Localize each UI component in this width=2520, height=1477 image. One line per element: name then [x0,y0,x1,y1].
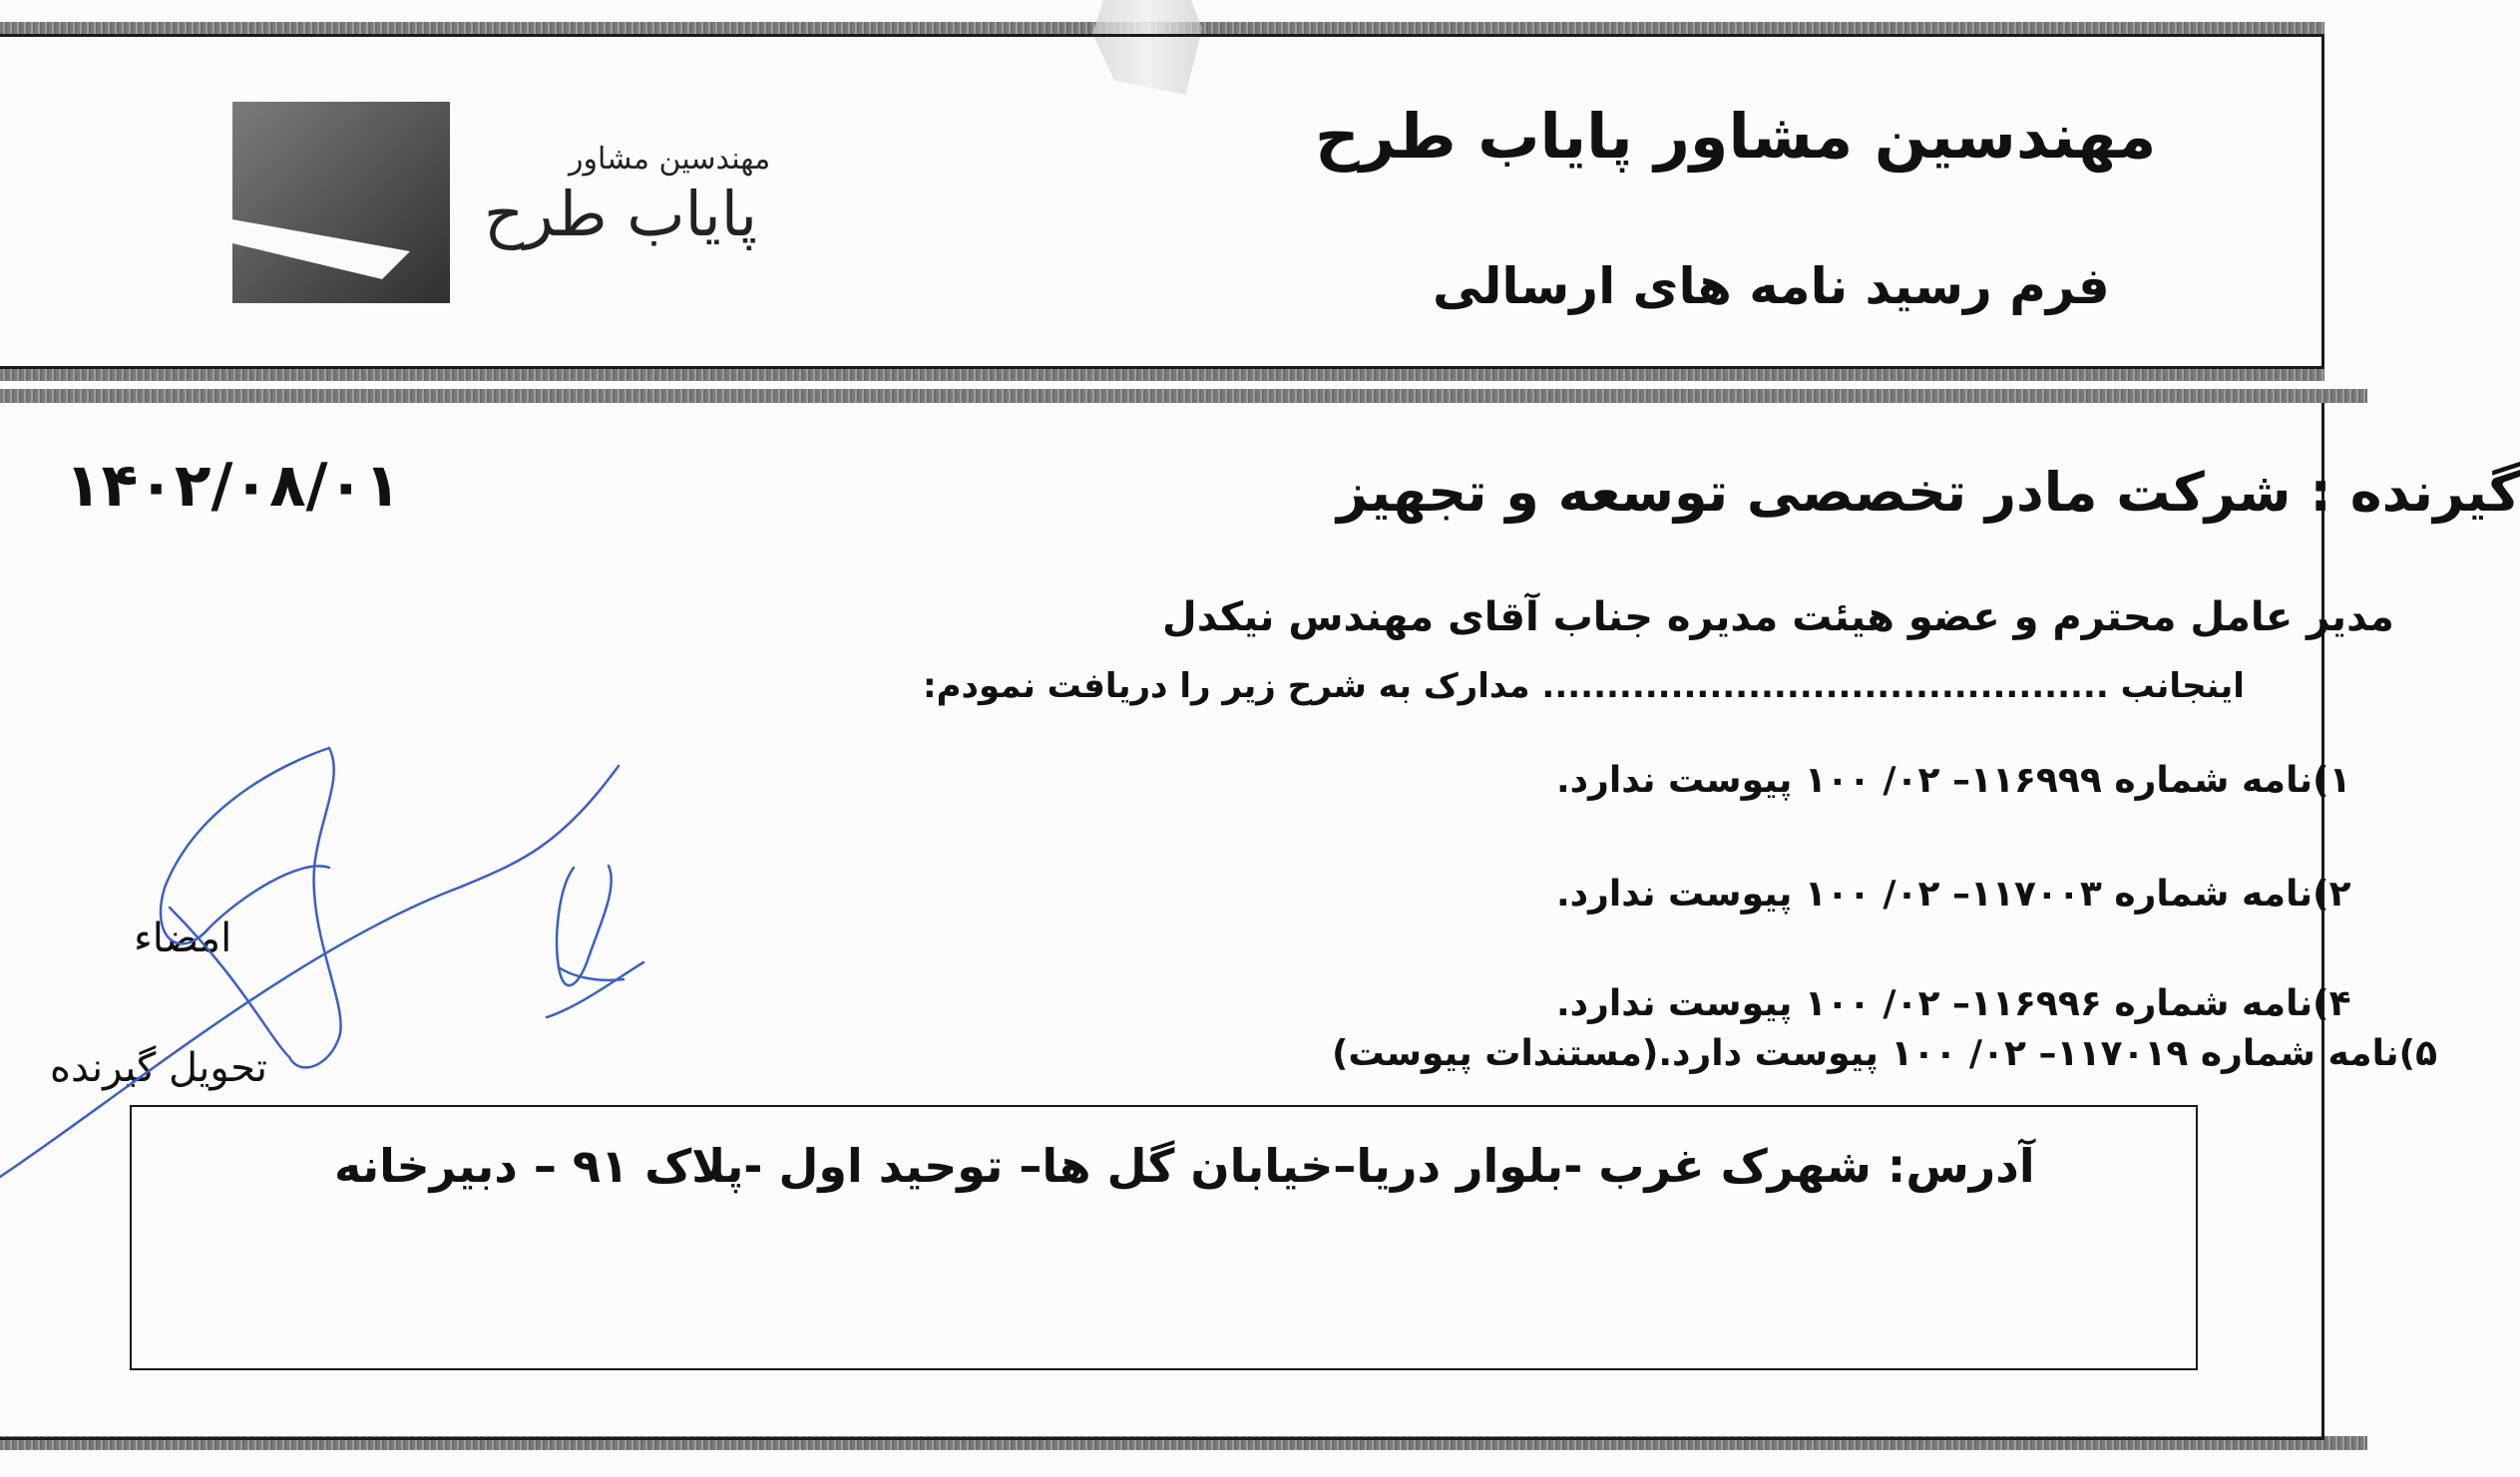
declaration-line: اینجانب ............................................ مدارک به شرح زیر را دریافت نمودم: [923,666,2245,706]
logo-caption-large: پایاب طرح [484,178,757,250]
list-item: ۲)نامه شماره ۱۱۷۰۰۳– ۰۲/ ۱۰۰ پیوست ندارد. [1556,874,2351,915]
list-item: ۵)نامه شماره ۱۱۷۰۱۹– ۰۲/ ۱۰۰ پیوست دارد.(مستندات پیوست) [1332,1033,2438,1074]
list-item: ۴)نامه شماره ۱۱۶۹۹۶– ۰۲/ ۱۰۰ پیوست ندارد. [1556,983,2351,1024]
company-title: مهندسین مشاور پایاب طرح [1315,100,2157,173]
body-divider-bar [0,389,2367,403]
header-divider-bar [0,367,2324,381]
form-title: فرم رسید نامه های ارسالی [1433,257,2110,315]
list-item: ۱)نامه شماره ۱۱۶۹۹۹– ۰۲/ ۱۰۰ پیوست ندارد. [1556,760,2351,801]
recipient-line: گیرنده : شرکت مادر تخصصی توسعه و تجهیز [1337,461,2520,524]
receiver-label: تحویل گیرنده [50,1045,268,1091]
sign-label: امضاء [134,916,232,961]
address-line: آدرس: شهرک غرب -بلوار دریا–خیابان گل ها– توحید اول -پلاک ۹۱ – دبیرخانه [334,1139,2035,1193]
logo-caption-small: مهندسین مشاور [569,142,771,177]
company-logo [232,102,450,303]
letter-date: ۱۴۰۲/۰۸/۰۱ [65,451,401,521]
salutation-line: مدیر عامل محترم و عضو هیئت مدیره جناب آقای مهندس نیکدل [1162,594,2394,640]
